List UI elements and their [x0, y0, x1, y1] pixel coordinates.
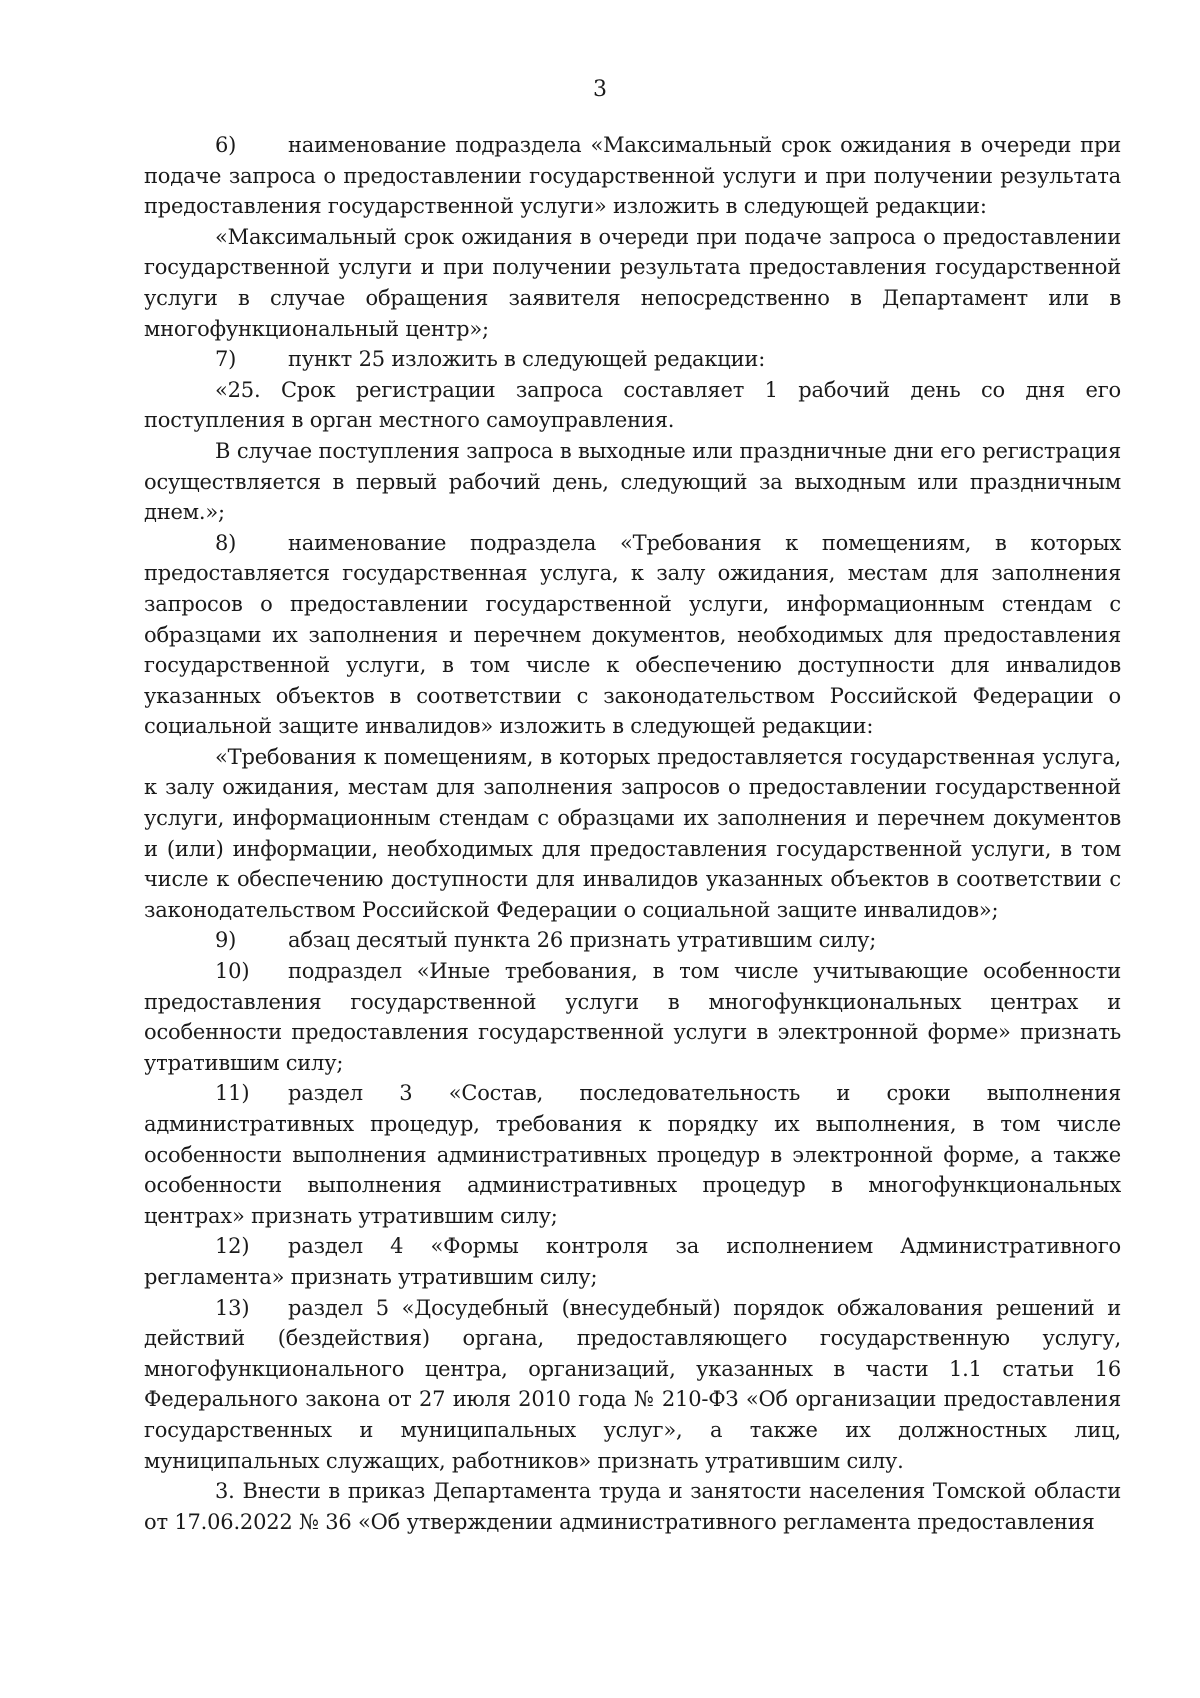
item-number: 10)	[215, 959, 250, 984]
quoted-paragraph	[144, 222, 1121, 344]
paragraph-text: наименование подраздела «Требования к помещениям, в которых предоставляется государственная услуга, к залу ожидания, местам для заполнения запросов о предоставлении государственной услуги, информационным стендам с образцами их заполнения и перечнем документов, необходимых для предоставления государственной услуги, в том числе к обеспечению доступности для инвалидов указанных объектов в соответствии с законодательством Российской Федерации о социальной защите инвалидов» изложить в следующей редакции:	[144, 530, 1121, 739]
paragraph-text: «25. Срок регистрации запроса составляет 1 рабочий день со дня его поступления в орган местного самоуправления.	[144, 377, 1121, 433]
paragraph-text: «Требования к помещениям, в которых предоставляется государственная услуга, к залу ожидания, местам для заполнения запросов о предоставлении государственной услуги, информационным стендам с образцами их заполнения и перечнем документов и (или) информации, необходимых для предоставления государственной услуги, в том числе к обеспечению доступности для инвалидов указанных объектов в соответствии с законодательством Российской Федерации о социальной защите инвалидов»;	[144, 744, 1121, 922]
paragraph-text: наименование подраздела «Максимальный срок ожидания в очереди при подаче запроса о предоставлении государственной услуги и при получении результата предоставления государственной услуги» изложить в следующей редакции:	[144, 133, 1121, 219]
paragraph-item-10	[144, 956, 1121, 1078]
item-number: 11)	[215, 1081, 250, 1106]
item-number: 9)	[215, 928, 237, 953]
paragraph-text: абзац десятый пункта 26 признать утратившим силу;	[288, 928, 877, 953]
item-number: 6)	[215, 133, 237, 157]
paragraph	[144, 436, 1121, 528]
paragraph-text: подраздел «Иные требования, в том числе учитывающие особенности предоставления государственной услуги в многофункциональных центрах и особенности предоставления государственной услуги в электронной форме» признать утратившим силу;	[144, 959, 1121, 1075]
item-number: 13)	[215, 1295, 250, 1320]
item-number: 7)	[215, 347, 237, 372]
paragraph-text: раздел 3 «Состав, последовательность и сроки выполнения административных процедур, требования к порядку их выполнения, в том числе особенности выполнения административных процедур в электронной форме, а также особенности выполнения административных процедур в многофункциональных центрах» признать утратившим силу;	[144, 1081, 1121, 1228]
item-number: 12)	[215, 1234, 250, 1259]
paragraph-item-6	[144, 130, 1121, 222]
document-body	[144, 130, 1121, 1537]
paragraph-item-13	[144, 1293, 1121, 1477]
quoted-paragraph	[144, 375, 1121, 436]
paragraph-item-12	[144, 1231, 1121, 1292]
paragraph-item-11	[144, 1078, 1121, 1231]
paragraph-text: «Максимальный срок ожидания в очереди при подаче запроса о предоставлении государственной услуги и при получении результата предоставления государственной услуги в случае обращения заявителя непосредственно в Департамент или в многофункциональный центр»;	[144, 224, 1121, 341]
paragraph-text: 3. Внести в приказ Департамента труда и занятости населения Томской области от 17.06.2022 № 36 «Об утверждении административного регламента предоставления	[144, 1479, 1121, 1534]
paragraph-item-7	[144, 344, 1121, 375]
paragraph-text: раздел 4 «Формы контроля за исполнением Административного регламента» признать утратившим силу;	[144, 1234, 1121, 1289]
paragraph-section-3	[144, 1476, 1121, 1537]
paragraph-text: пункт 25 изложить в следующей редакции:	[288, 347, 766, 372]
page-number: 3	[593, 77, 607, 102]
paragraph-item-8	[144, 528, 1121, 742]
item-number: 8)	[215, 530, 237, 555]
paragraph-text: В случае поступления запроса в выходные или праздничные дни его регистрация осуществляется в первый рабочий день, следующий за выходным или праздничным днем.»;	[144, 438, 1121, 525]
paragraph-item-9	[144, 925, 1121, 956]
paragraph-text: раздел 5 «Досудебный (внесудебный) порядок обжалования решений и действий (бездействия) органа, предоставляющего государственную услугу, многофункционального центра, организаций, указанных в части 1.1 статьи 16 Федерального закона от 27 июля 2010 года № 210-ФЗ «Об организации предоставления государственных и муниципальных услуг», а также их должностных лиц, муниципальных служащих, работников» признать утратившим силу.	[144, 1295, 1121, 1473]
quoted-paragraph	[144, 742, 1121, 926]
